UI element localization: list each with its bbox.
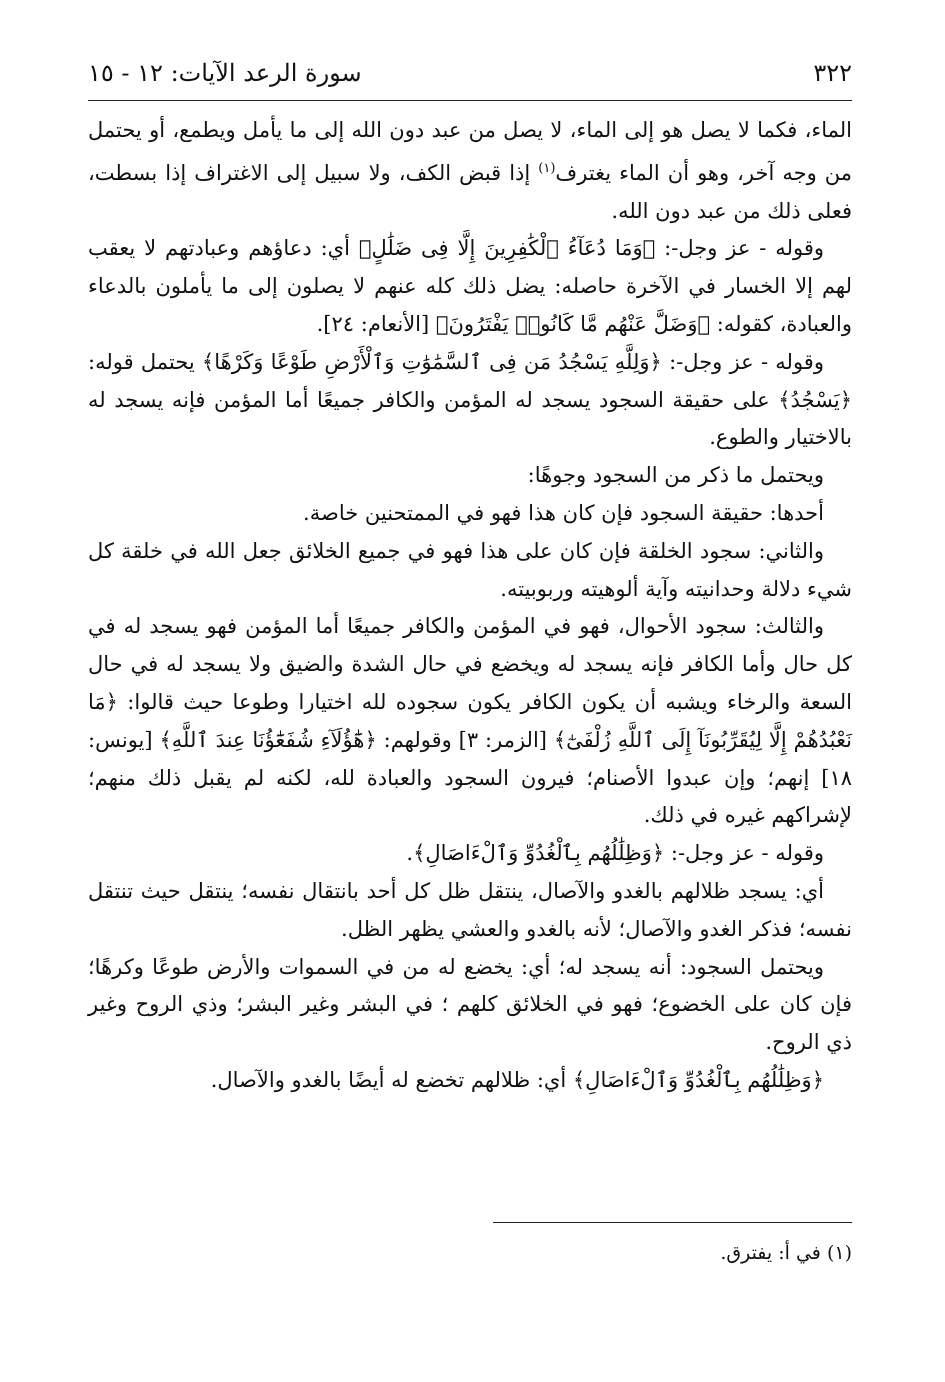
footnote-reference: (١)	[538, 160, 556, 176]
paragraph: ويحتمل السجود: أنه يسجد له؛ أي: يخضع له من في السموات والأرض طوعًا وكرهًا؛ فإن كان على الخضوع؛ فهو في الخلائق كلهم ؛ في البشر وغير البشر؛ وذي الروح وغير ذي الروح.	[88, 954, 852, 1055]
running-title: سورة الرعد الآيات: ١٢ - ١٥	[88, 59, 362, 87]
footnote-rule	[493, 1222, 852, 1223]
paragraph-text-continued: إذا قبض الكف، ولا سبيل إلى الاغتراف إذا بسطت، فعلى ذلك من عبد دون الله.	[88, 160, 852, 223]
paragraph: والثالث: سجود الأحوال، فهو في المؤمن والكافر جميعًا أما المؤمن فهو يسجد له في كل حال وأما الكافر فإنه يسجد له ويخضع في حال الشدة والضيق ولا يسجد له في حال السعة والرخاء ويشبه أن يكون الكافر يكون سجوده لله اختيارا وطوعا حيث قالوا: ﴿مَا نَعْبُدُهُمْ إِلَّا لِيُقَرِّبُونَآ إِلَى ٱللَّهِ زُلْفَىٰٓ﴾ [الزمر: ٣] وقولهم: ﴿هَٰٓؤُلَآءِ شُفَعَٰٓؤُنَا عِندَ ٱللَّهِ﴾ [يونس: ١٨] إنهم؛ وإن عبدوا الأصنام؛ فيرون السجود والعبادة لله، لكنه لم يقبل ذلك منهم؛ لإشراكهم غيره في ذلك.	[88, 614, 852, 828]
paragraph: وقوله - عز وجل-: ﴿وَظِلَٰلُهُم بِٱلْغُدُوِّ وَٱلْءَاصَالِ﴾.	[406, 841, 824, 866]
paragraph: أحدها: حقيقة السجود فإن كان هذا فهو في الممتحنين خاصة.	[303, 500, 824, 525]
body-text	[88, 112, 852, 1100]
paragraph: وقوله - عز وجل-: ﴿وَمَا دُعَآءُ ٱلْكَٰفِرِينَ إِلَّا فِى ضَلَٰلٍ﴾ أي: دعاؤهم وعبادتهم لا يعقب لهم إلا الخسار في الآخرة حاصله: يضل ذلك كله عنهم لا يصلون إلى ما يأملون بالدعاء والعبادة، كقوله: ﴿وَضَلَّ عَنْهُم مَّا كَانُوا۟ يَفْتَرُونَ﴾ [الأنعام: ٢٤].	[88, 236, 853, 336]
footnote-marker: (١)	[826, 1242, 852, 1264]
header-rule	[88, 100, 852, 101]
paragraph-text: الماء، فكما لا يصل هو إلى الماء، لا يصل من عبد دون الله إلى ما يأمل ويطمع، أو يحتمل من وجه آخر، وهو أن الماء يغترف	[88, 118, 853, 185]
paragraph: ويحتمل ما ذكر من السجود وجوهًا:	[527, 463, 824, 488]
paragraph: ﴿وَظِلَٰلُهُم بِٱلْغُدُوِّ وَٱلْءَاصَالِ﴾ أي: ظلالهم تخضع له أيضًا بالغدو والآصال.	[210, 1067, 824, 1092]
paragraph: وقوله - عز وجل-: ﴿وَلِلَّهِ يَسْجُدُ مَن فِى ٱلسَّمَٰوَٰتِ وَٱلْأَرْضِ طَوْعًا وَكَرْهًا﴾ يحتمل قوله: ﴿يَسْجُدُ﴾ على حقيقة السجود يسجد له المؤمن والكافر جميعًا أما المؤمن فإنه يسجد له بالاختيار والطوع.	[88, 349, 852, 450]
paragraph: والثاني: سجود الخلقة فإن كان على هذا فهو في جميع الخلائق جعل الله في خلقة كل شيء دلالة وحدانيته وآية ألوهيته وربوبيته.	[88, 538, 852, 601]
footnote-text: في أ: يفترق.	[720, 1242, 821, 1264]
page-number: ٣٢٢	[813, 59, 852, 87]
paragraph	[88, 112, 852, 230]
page-header	[88, 48, 852, 98]
paragraph: أي: يسجد ظلالهم بالغدو والآصال، ينتقل ظل كل أحد بانتقال نفسه؛ ينتقل حيث تنتقل نفسه؛ فذكر الغدو والآصال؛ لأنه بالغدو والعشي يظهر الظل.	[88, 878, 852, 941]
footnote	[88, 1238, 852, 1268]
